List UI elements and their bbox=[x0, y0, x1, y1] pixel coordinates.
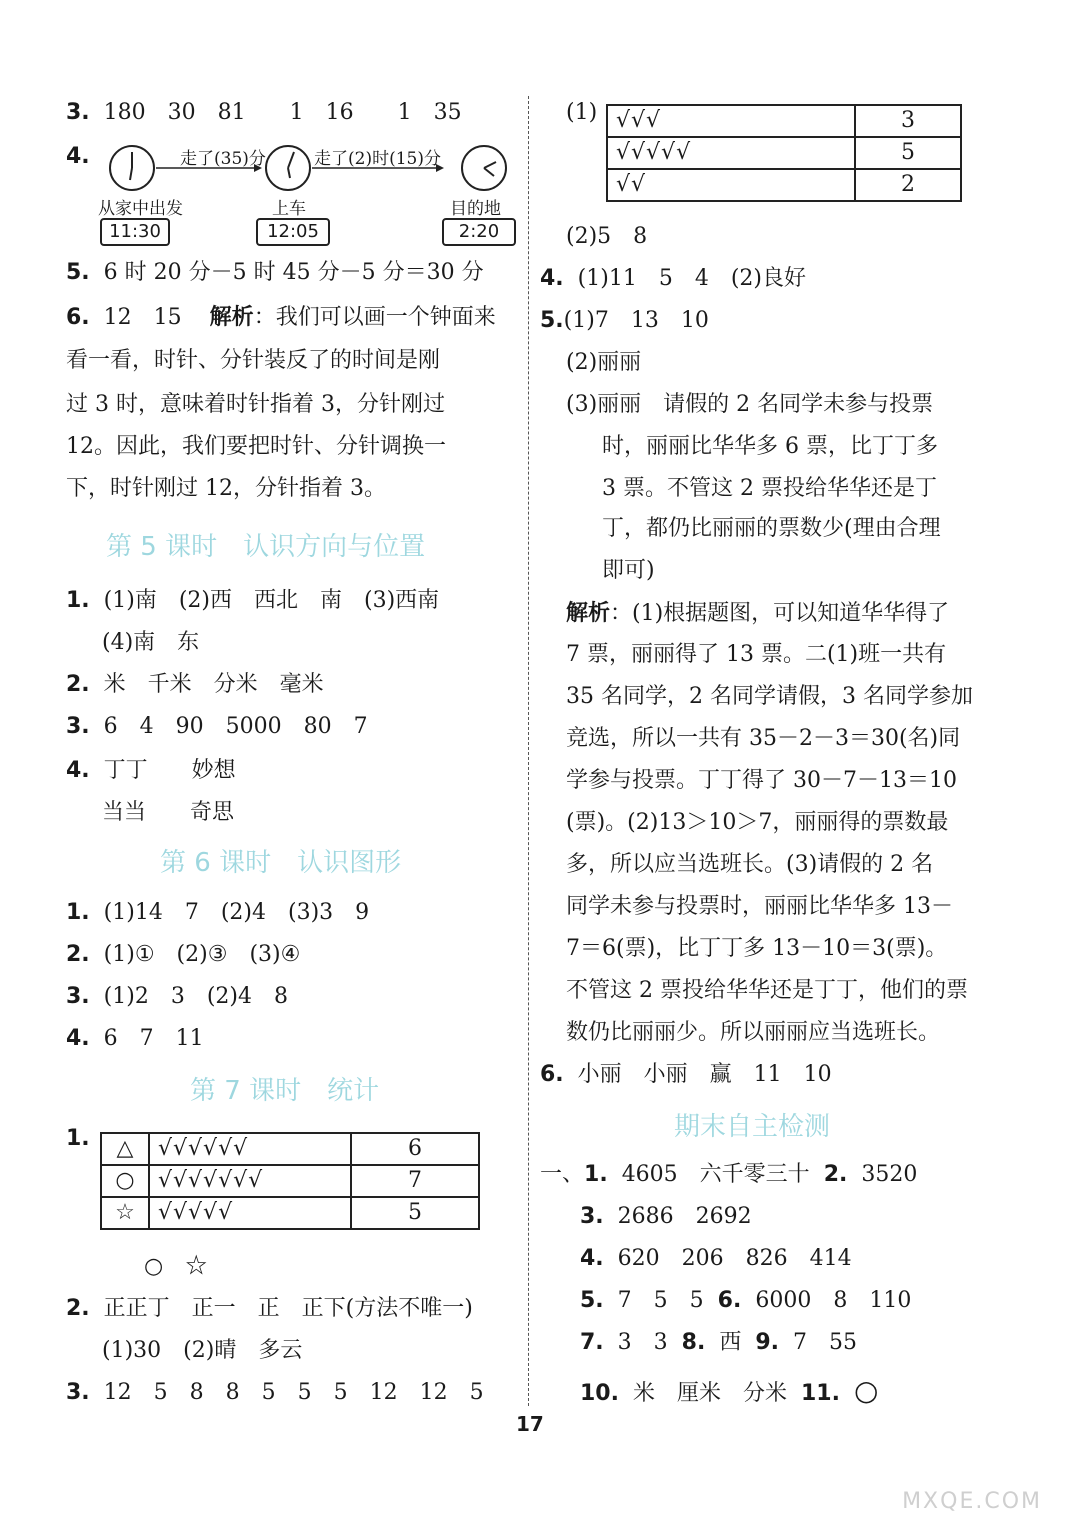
section-heading-5: 第 5 课时 认识方向与位置 bbox=[106, 532, 426, 562]
label-board: 上车 bbox=[272, 199, 306, 219]
right-analysis-line: 7 票，丽丽得了 13 票。二(1)班一共有 bbox=[566, 642, 947, 667]
page-number: 17 bbox=[516, 1412, 544, 1436]
answer-3: 3. 180 30 81 1 16 1 35 bbox=[66, 100, 462, 125]
final-line-5: 5. 7 5 5 6. 6000 8 110 bbox=[580, 1288, 912, 1313]
s6-answer-3: 3. (1)2 3 (2)4 8 bbox=[66, 984, 288, 1009]
section-heading-6: 第 6 课时 认识图形 bbox=[160, 848, 402, 878]
right-answer-5c-line: 时，丽丽比华华多 6 票，比丁丁多 bbox=[602, 434, 938, 459]
time-box-1: 11:30 bbox=[100, 218, 170, 246]
analysis-line: 过 3 时，意味着时针指着 3，分针刚过 bbox=[66, 392, 445, 417]
column-divider bbox=[528, 96, 529, 1406]
clock-icon bbox=[462, 146, 506, 190]
answer-4-number: 4. bbox=[66, 144, 90, 169]
final-line-1: 一、1. 4605 六千零三十 2. 3520 bbox=[540, 1162, 918, 1187]
s5-answer-3: 3. 6 4 90 5000 80 7 bbox=[66, 714, 368, 739]
right-q1b: (2)5 8 bbox=[566, 224, 648, 249]
right-analysis-line: 竞选，所以一共有 35－2－3＝30(名)同 bbox=[566, 726, 961, 751]
s7-answer-3: 3. 12 5 8 8 5 5 5 12 12 5 bbox=[66, 1380, 484, 1405]
s5-answer-2: 2. 米 千米 分米 毫米 bbox=[66, 672, 324, 697]
right-answer-5c-line: 即可) bbox=[602, 558, 655, 583]
right-analysis-line: 解析：(1)根据题图，可以知道华华得了 bbox=[566, 600, 950, 626]
table-row: √√√ 3 bbox=[607, 105, 961, 137]
time-box-3: 2:20 bbox=[442, 218, 516, 246]
right-analysis-line: (票)。(2)13＞10＞7，丽丽得的票数最 bbox=[566, 810, 949, 835]
analysis-line: 下，时针刚过 12，分针指着 3。 bbox=[66, 476, 386, 501]
time-box-2: 12:05 bbox=[256, 218, 330, 246]
right-analysis-line: 同学未参与投票时，丽丽比华华多 13－ bbox=[566, 894, 953, 919]
right-answer-6: 6. 小丽 小丽 赢 11 10 bbox=[540, 1062, 832, 1087]
section-heading-7: 第 7 课时 统计 bbox=[190, 1076, 380, 1106]
right-answer-5c-line: 3 票。不管这 2 票投给华华还是丁 bbox=[602, 476, 937, 501]
circle-icon: ○ bbox=[853, 1374, 879, 1407]
right-analysis-line: 7＝6(票)，比丁丁多 13－10＝3(票)。 bbox=[566, 936, 948, 961]
right-answer-5: 5.(1)7 13 10 bbox=[540, 308, 709, 333]
final-line-3: 3. 2686 2692 bbox=[580, 1204, 752, 1229]
table-row: √√ 2 bbox=[607, 169, 961, 201]
arrow-label-1: 走了(35)分 bbox=[180, 149, 266, 169]
tally-table-right bbox=[606, 104, 962, 202]
s7-answer-1-number: 1. bbox=[66, 1126, 90, 1151]
final-line-7: 7. 3 3 8. 西 9. 7 55 bbox=[580, 1330, 858, 1355]
table-row: ☆ √√√√√ 5 bbox=[101, 1197, 479, 1229]
section-heading-final: 期末自主检测 bbox=[674, 1112, 831, 1142]
answer-5: 5. 6 时 20 分－5 时 45 分－5 分＝30 分 bbox=[66, 260, 484, 285]
right-answer-5c-line: 丁，都仍比丽丽的票数少(理由合理 bbox=[602, 516, 941, 541]
clock-icon bbox=[266, 146, 310, 190]
arrow-label-2: 走了(2)时(15)分 bbox=[314, 149, 441, 169]
final-line-10: 10. 米 厘米 分米 11. ○ bbox=[580, 1374, 879, 1407]
table-row: √√√√√ 5 bbox=[607, 137, 961, 169]
table-row: ○ √√√√√√√ 7 bbox=[101, 1165, 479, 1197]
right-analysis-line: 多，所以应当选班长。(3)请假的 2 名 bbox=[566, 852, 934, 877]
s6-answer-2: 2. (1)① (2)③ (3)④ bbox=[66, 942, 301, 967]
s7-answer-1-shapes: ○ ☆ bbox=[144, 1254, 208, 1279]
s7-answer-2b: (1)30 (2)晴 多云 bbox=[102, 1338, 303, 1363]
s5-answer-1b: (4)南 东 bbox=[102, 630, 200, 655]
tally-table-left bbox=[100, 1132, 480, 1230]
right-answer-5b: (2)丽丽 bbox=[566, 350, 642, 375]
s6-answer-1: 1. (1)14 7 (2)4 (3)3 9 bbox=[66, 900, 370, 925]
right-analysis-line: 学参与投票。丁丁得了 30－7－13＝10 bbox=[566, 768, 957, 793]
label-destination: 目的地 bbox=[450, 199, 501, 219]
s5-answer-1: 1. (1)南 (2)西 西北 南 (3)西南 bbox=[66, 588, 440, 613]
watermark: MXQE.COM bbox=[902, 1489, 1042, 1514]
right-answer-5c-line: (3)丽丽 请假的 2 名同学未参与投票 bbox=[566, 392, 934, 417]
right-answer-4: 4. (1)11 5 4 (2)良好 bbox=[540, 266, 806, 291]
table-row: △ √√√√√√ 6 bbox=[101, 1133, 479, 1165]
final-line-4: 4. 620 206 826 414 bbox=[580, 1246, 852, 1271]
s7-answer-2: 2. 正正丁 正一 正 正下(方法不唯一) bbox=[66, 1296, 473, 1321]
right-analysis-line: 不管这 2 票投给华华还是丁丁，他们的票 bbox=[566, 978, 968, 1003]
s6-answer-4: 4. 6 7 11 bbox=[66, 1026, 204, 1051]
s5-answer-4: 4. 丁丁 妙想 bbox=[66, 758, 236, 783]
right-q1-label: (1) bbox=[566, 100, 598, 125]
analysis-line: 看一看，时针、分针装反了的时间是刚 bbox=[66, 348, 441, 373]
analysis-line: 12。因此，我们要把时针、分针调换一 bbox=[66, 434, 446, 459]
answer-6: 6. 12 15 解析：我们可以画一个钟面来 bbox=[66, 304, 496, 330]
s5-answer-4b: 当当 奇思 bbox=[102, 800, 235, 825]
label-start: 从家中出发 bbox=[98, 199, 183, 219]
right-analysis-line: 35 名同学，2 名同学请假，3 名同学参加 bbox=[566, 684, 973, 709]
right-analysis-line: 数仍比丽丽少。所以丽丽应当选班长。 bbox=[566, 1020, 941, 1045]
clock-icon bbox=[110, 146, 154, 190]
